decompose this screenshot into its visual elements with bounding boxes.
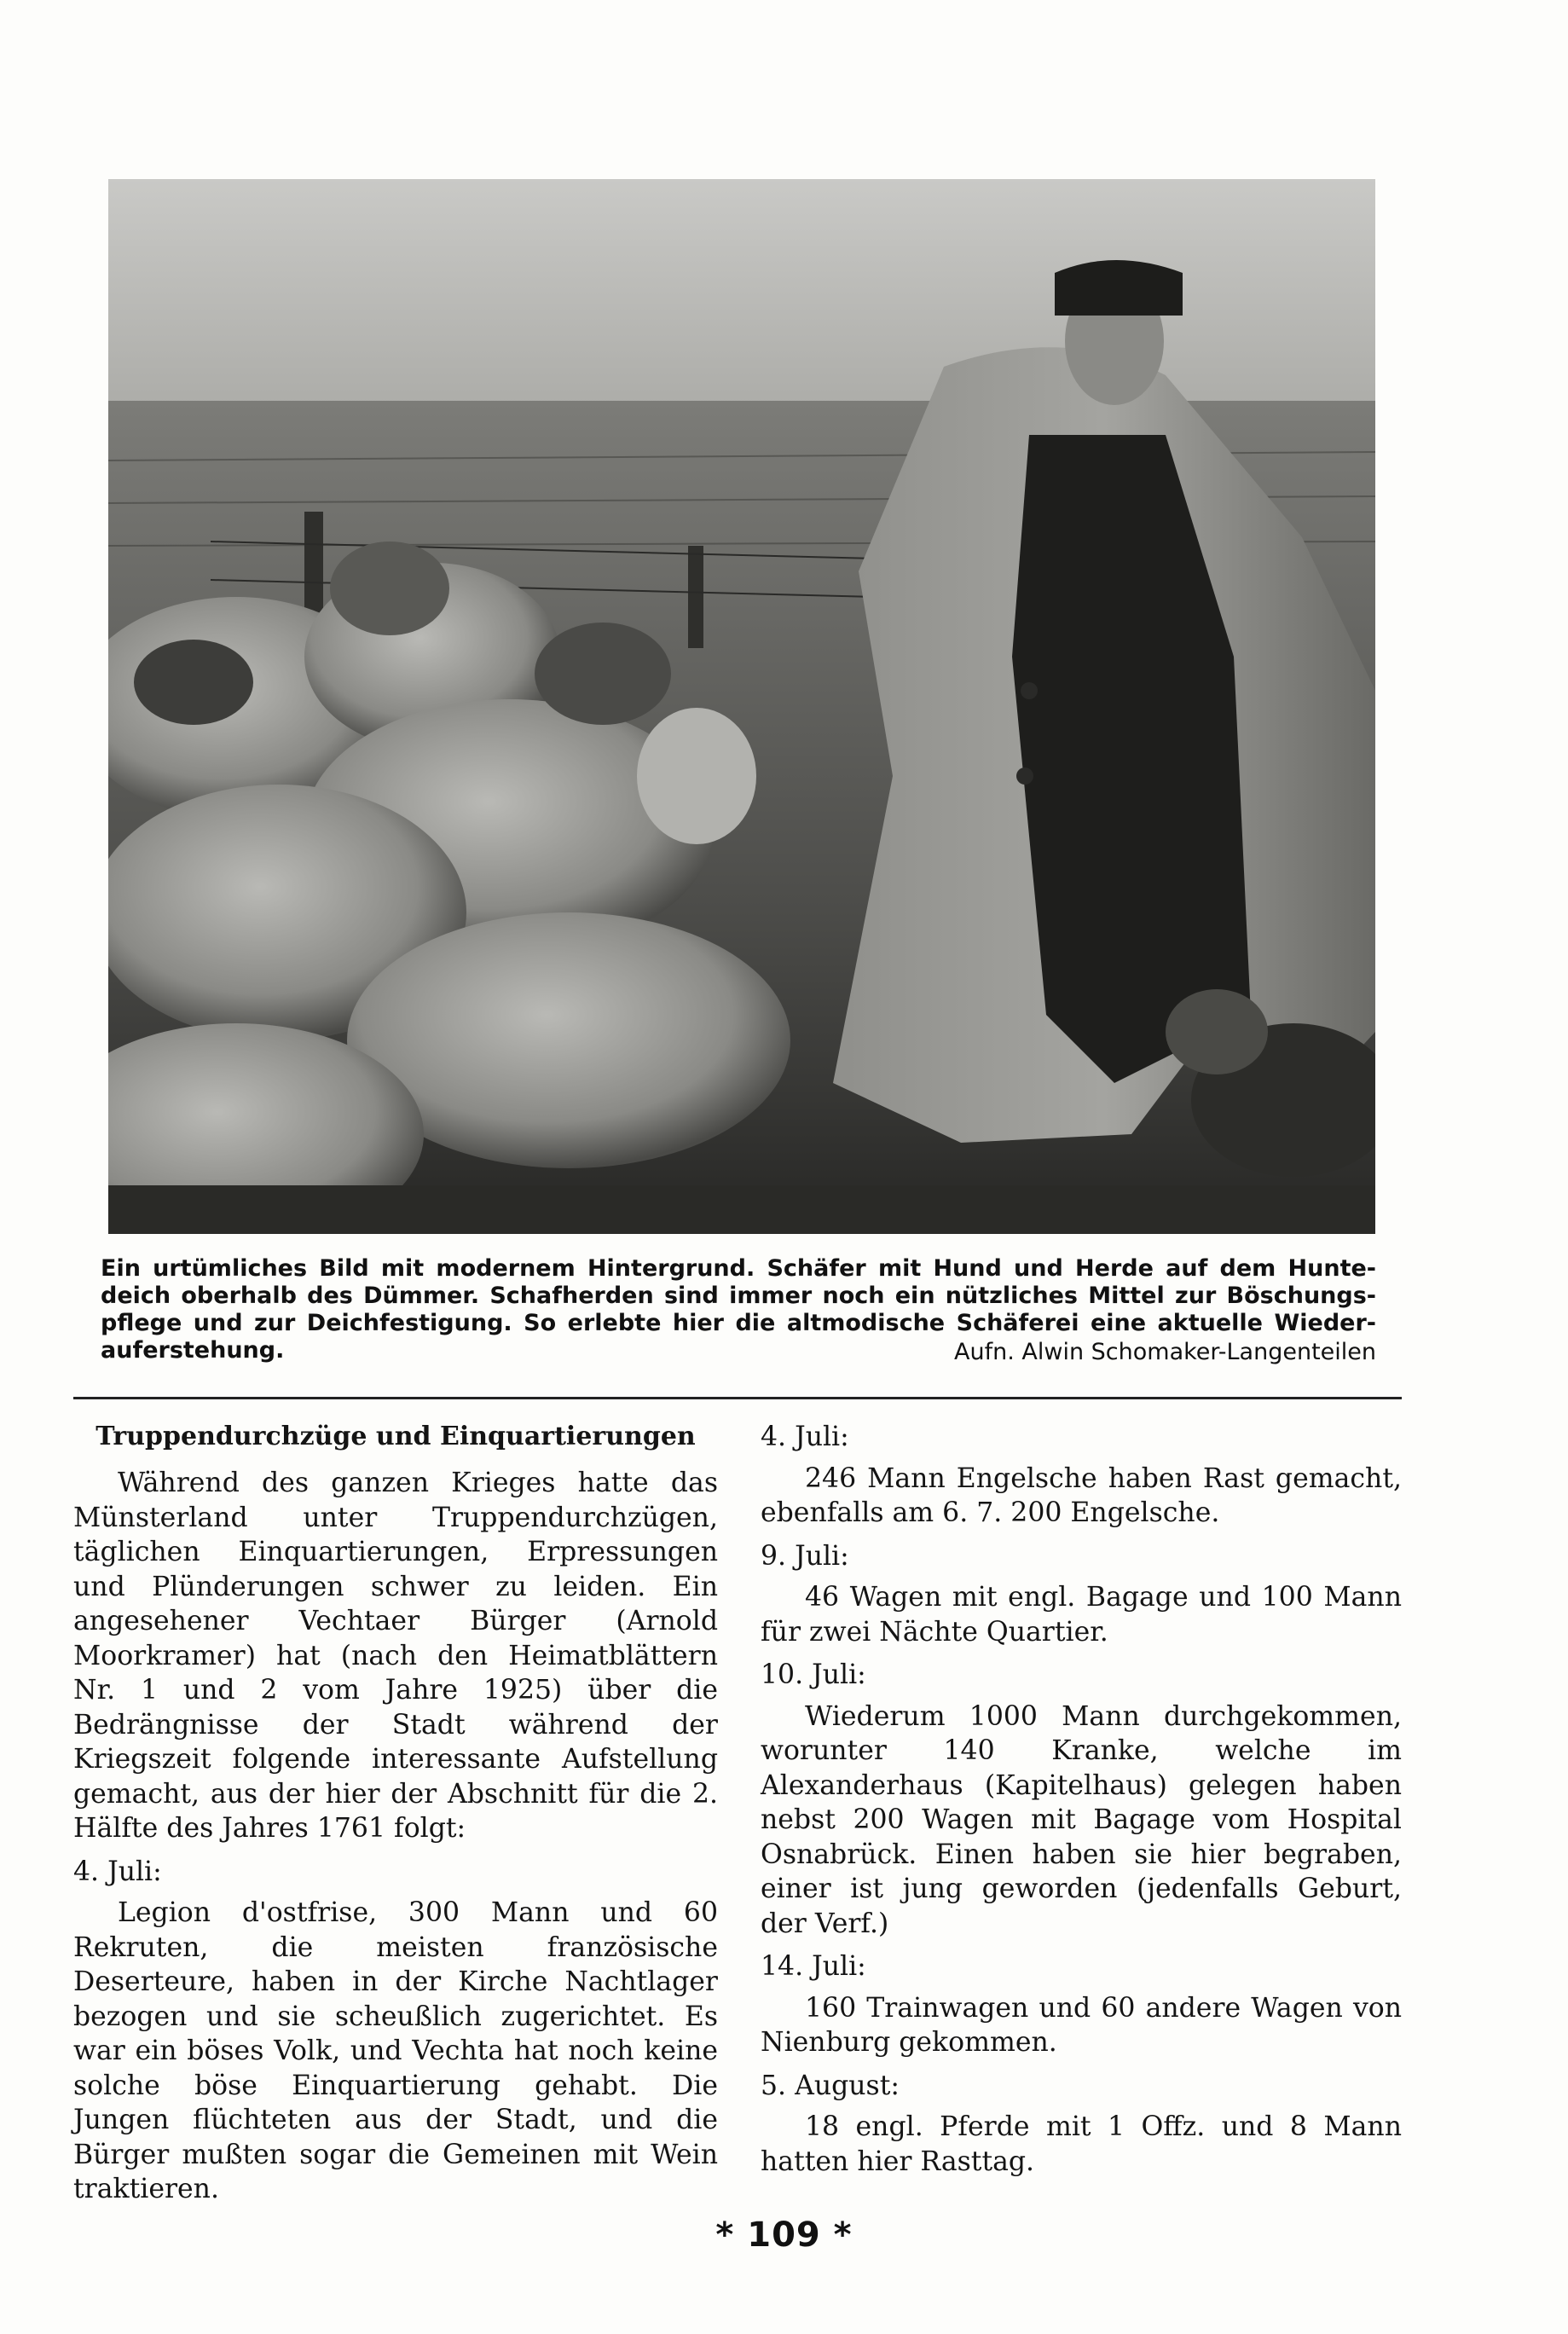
page-number: * 109 * <box>715 2215 853 2255</box>
article-intro: Während des ganzen Krieges hatte das Münsterland unter Truppendurchzügen, täglichen Einquartierungen, Erpressungen und Plünderungen schwer zu leiden. Ein angesehener Vechtaer Bürger (Arnold Moorkramer) hat (nach den Heimatblättern Nr. 1 und 2 vom Jahre 1925) über die Bedrängnisse der Stadt während der Kriegszeit folgende interessante Aufstellung gemacht, aus der hier der Abschnitt für die 2. Hälfte des Jahres 1761 folgt: <box>73 1468 718 1844</box>
article-heading: Truppendurchzüge und Einquartierungen <box>95 1422 696 1451</box>
photo-shepherd-with-sheep-and-dog-icon <box>108 179 1375 1234</box>
photograph <box>108 179 1375 1234</box>
entry-date: 14. Juli: <box>761 1951 866 1982</box>
entry-date: 5. August: <box>761 2070 900 2101</box>
left-column <box>73 1420 718 2212</box>
entry-text: 46 Wagen mit engl. Bagage und 100 Mann für zwei Nächte Quartier. <box>761 1582 1402 1648</box>
photo-caption <box>101 1255 1376 1364</box>
entry-text: Legion d'ostfrise, 300 Mann und 60 Rekruten, die meisten französische Deserteure, haben in der Kirche Nachtlager bezogen und sie scheußlich zugerichtet. Es war ein böses Volk, und Vechta hat noch keine solche böse Einquartierung gehabt. Die Jungen flüchteten aus der Stadt, und die Bürger mußten sogar die Gemeinen mit Wein traktieren. <box>73 1897 718 2204</box>
right-column <box>761 1420 1402 2184</box>
entry-date: 10. Juli: <box>761 1659 866 1690</box>
entry-text: 160 Trainwagen und 60 andere Wagen von Nienburg gekommen. <box>761 1992 1402 2058</box>
entry-date: 4. Juli: <box>761 1422 849 1452</box>
caption-text: Ein urtümliches Bild mit modernem Hintergrund. Schäfer mit Hund und Herde auf dem Hunte-deich oberhalb des Dümmer. Schafherden sind immer noch ein nützliches Mittel zur Böschungs-pflege und zur Deichfestigung. So erlebte hier die altmodische Schäferei eine aktuelle Wieder-auferstehung. <box>101 1255 1376 1364</box>
entry-date: 9. Juli: <box>761 1540 849 1572</box>
entry-text: Wiederum 1000 Mann durchgekommen, worunter 140 Kranke, welche im Alexanderhaus (Kapitelhaus) gelegen haben nebst 200 Wagen mit Bagage vom Hospital Osnabrück. Einen haben sie hier begraben, einer ist jung geworden (jedenfalls Geburt, der Verf.) <box>761 1700 1402 1939</box>
entry-date: 4. Juli: <box>73 1856 162 1887</box>
entry-text: 246 Mann Engelsche haben Rast gemacht, ebenfalls am 6. 7. 200 Engelsche. <box>761 1462 1402 1528</box>
entry-text: 18 engl. Pferde mit 1 Offz. und 8 Mann hatten hier Rasttag. <box>761 2111 1402 2177</box>
section-divider <box>73 1397 1402 1399</box>
photo-credit: Aufn. Alwin Schomaker-Langenteilen <box>954 1339 1376 1365</box>
